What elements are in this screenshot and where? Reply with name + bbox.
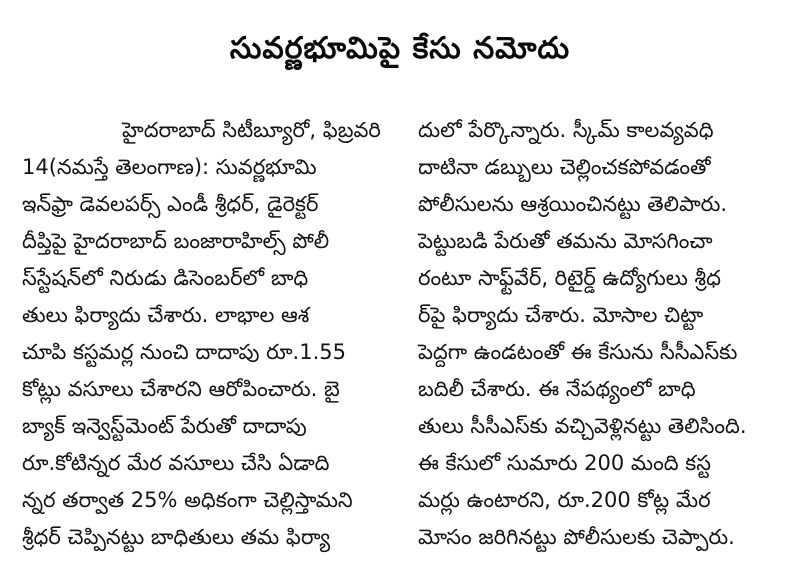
body-line: ఇన్‌ఫ్రా డెవలపర్స్ ఎండీ శ్రీధర్, డైరెక్టర్: [22, 192, 319, 216]
body-line: న్నర తర్వాత 25% అధికంగా చెల్లిస్తామని: [22, 488, 353, 512]
body-line: 14(నమస్తే తెలంగాణ): సువర్ణభూమి: [22, 155, 317, 179]
body-line: శ్రీధర్ చెప్పినట్టు బాధితులు తమ ఫిర్యా: [22, 525, 331, 549]
body-line: పెట్టుబడి పేరుతో తమను మోసగించా: [418, 229, 713, 253]
body-line: చూపి కస్టమర్ల నుంచి దాదాపు రూ.1.55: [22, 340, 346, 364]
body-line: ర్‌పై ఫిర్యాదు చేశారు. మోసాల చిట్టా: [418, 303, 704, 327]
body-line: మోసం జరిగినట్టు పోలీసులకు చెప్పారు.: [418, 525, 735, 549]
body-line: తులు ఫిర్యాదు చేశారు. లాభాల ఆశ: [22, 303, 310, 327]
body-line: కోట్లు వసూలు చేశారని ఆరోపించారు. బై: [22, 377, 340, 401]
body-line: రంటూ సాఫ్ట్‌వేర్, రిటైర్డ్ ఉద్యోగులు శ్రీధ: [418, 266, 721, 290]
body-line: ఈ కేసులో సుమారు 200 మంది కస్ట: [418, 451, 711, 475]
body-line: స్‌స్టేషన్‌లో నిరుడు డిసెంబర్‌లో బాధి: [22, 266, 309, 290]
body-line: దీప్తిపై హైదరాబాద్ బంజారాహిల్స్ పోలీ: [22, 229, 330, 253]
body-line: తులు సీసీఎస్‌కు వచ్చివెళ్లినట్టు తెలిసింది.: [418, 414, 747, 438]
body-line: పెద్దగా ఉండటంతో ఈ కేసును సీసీఎస్‌కు: [418, 340, 738, 364]
body-line: పోలీసులను ఆశ్రయించినట్టు తెలిపారు.: [418, 192, 728, 216]
body-line: హైదరాబాద్ సిటీబ్యూరో, ఫిబ్రవరి: [122, 118, 381, 142]
body-line: దులో పేర్కొన్నారు. స్కీమ్ కాలవ్యవధి: [418, 118, 714, 142]
body-line: దాటినా డబ్బులు చెల్లించకపోవడంతో: [418, 155, 711, 179]
body-line: బదిలీ చేశారు. ఈ నేపథ్యంలో బాధి: [418, 377, 696, 401]
body-line: బ్యాక్ ఇన్వెస్ట్‌మెంట్ పేరుతో దాదాపు: [22, 414, 307, 438]
article-headline: సువర్ణభూమిపై కేసు నమోదు: [229, 31, 571, 66]
article-body-left-column: [22, 112, 404, 556]
article-body-right-column: [418, 112, 788, 556]
body-line: రూ.కోటిన్నర మేర వసూలు చేసి ఏడాది: [22, 451, 330, 475]
body-line: మర్లు ఉంటారని, రూ.200 కోట్ల మేర: [418, 488, 711, 512]
